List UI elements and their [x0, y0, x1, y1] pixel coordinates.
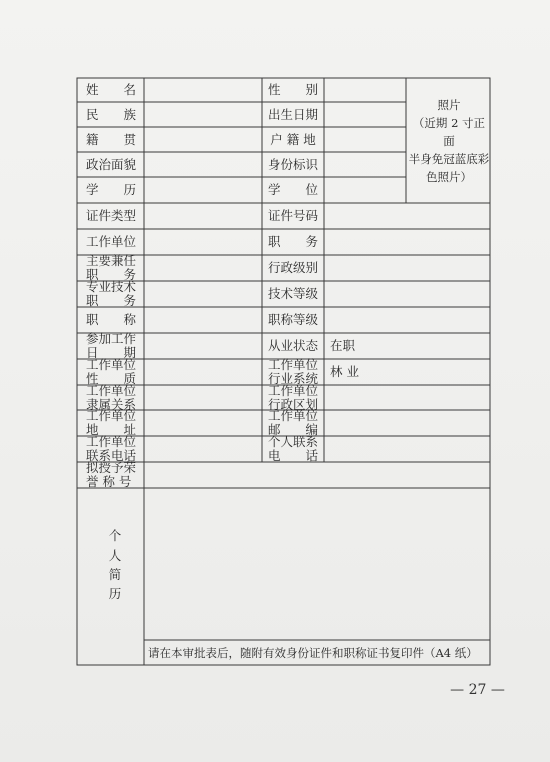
honor-title-field[interactable] — [144, 462, 490, 488]
field-value-right[interactable] — [324, 410, 490, 436]
field-label: 工作单位 联系电话 — [85, 434, 136, 463]
field-value-left[interactable] — [144, 281, 262, 307]
attachment-note: 请在本审批表后，随附有效身份证件和职称证书复印件（A4 纸） — [148, 646, 478, 660]
field-label: 工作单位 — [85, 234, 136, 249]
field-label: 户 籍 地 — [270, 131, 316, 147]
field-value-left[interactable] — [144, 152, 262, 177]
field-label: 身份标识 — [267, 156, 318, 172]
field-label: 出生日期 — [267, 106, 318, 122]
field-value-left[interactable] — [144, 385, 262, 410]
field-value-right[interactable] — [324, 281, 490, 307]
field-value-left[interactable] — [144, 255, 262, 281]
field-value-right[interactable] — [324, 127, 406, 152]
resume-char: 历 — [108, 586, 122, 602]
field-label: 工作单位 地 址 — [85, 408, 136, 437]
field-label: 工作单位 隶属关系 — [85, 382, 136, 412]
field-label: 职 务 — [267, 234, 318, 249]
field-value-right[interactable] — [324, 102, 406, 127]
field-value-left[interactable] — [144, 436, 262, 462]
field-value-left[interactable] — [144, 333, 262, 359]
field-label: 职称等级 — [267, 312, 318, 327]
field-label: 主要兼任 职 务 — [85, 253, 136, 282]
field-value-right[interactable] — [324, 78, 406, 102]
field-value-right[interactable] — [324, 152, 406, 177]
field-label: 工作单位 行业系统 — [267, 357, 318, 386]
field-value-left[interactable] — [144, 78, 262, 102]
field-label: 行政级别 — [267, 260, 318, 275]
field-value-left[interactable] — [144, 359, 262, 385]
field-label: 专业技术 职 务 — [85, 279, 136, 308]
field-label: 证件号码 — [267, 208, 318, 223]
resume-char: 人 — [108, 547, 122, 563]
field-value-right[interactable] — [324, 307, 490, 333]
field-label: 从业状态 — [267, 338, 318, 353]
field-label: 学 位 — [267, 182, 318, 197]
field-value-left[interactable] — [144, 410, 262, 436]
resume-char: 个 — [108, 528, 122, 544]
field-value-right[interactable] — [324, 177, 406, 203]
field-label: 证件类型 — [85, 208, 136, 223]
field-value-left[interactable] — [144, 203, 262, 229]
page-number: — 27 — — [450, 682, 505, 698]
field-value-left[interactable] — [144, 102, 262, 127]
field-label: 籍 贯 — [85, 131, 136, 147]
field-label: 职 称 — [85, 312, 136, 327]
field-value-right[interactable] — [324, 203, 490, 229]
field-value-left[interactable] — [144, 127, 262, 152]
field-value-right[interactable] — [324, 436, 490, 462]
field-label: 学 历 — [85, 182, 136, 197]
field-label: 工作单位 邮 编 — [267, 408, 318, 437]
field-value-left[interactable] — [144, 177, 262, 203]
photo-placeholder[interactable]: 照片 （近期 2 寸正面 半身免冠蓝底彩 色照片） — [408, 98, 490, 184]
field-label: 工作单位 性 质 — [85, 357, 136, 386]
field-label: 拟授予荣 誉 称 号 — [85, 460, 136, 489]
resume-char: 简 — [108, 567, 122, 582]
field-value-left[interactable] — [144, 229, 262, 255]
field-label: 政治面貌 — [85, 156, 136, 172]
field-label: 姓 名 — [85, 82, 136, 97]
field-label: 性 别 — [267, 82, 318, 97]
field-value-right[interactable] — [324, 385, 490, 410]
field-value-right[interactable] — [324, 229, 490, 255]
field-label: 工作单位 行政区划 — [267, 382, 318, 412]
field-label: 民 族 — [85, 106, 136, 122]
resume-label — [95, 495, 135, 635]
field-label: 个人联系 电 话 — [267, 434, 318, 463]
field-label: 参加工作 日 期 — [85, 331, 136, 360]
resume-field[interactable] — [144, 488, 490, 640]
field-value-right[interactable] — [324, 255, 490, 281]
field-value-right[interactable]: 在职 — [330, 338, 356, 353]
field-value-left[interactable] — [144, 307, 262, 333]
field-label: 技术等级 — [267, 286, 318, 301]
field-value-right[interactable]: 林 业 — [330, 364, 359, 379]
